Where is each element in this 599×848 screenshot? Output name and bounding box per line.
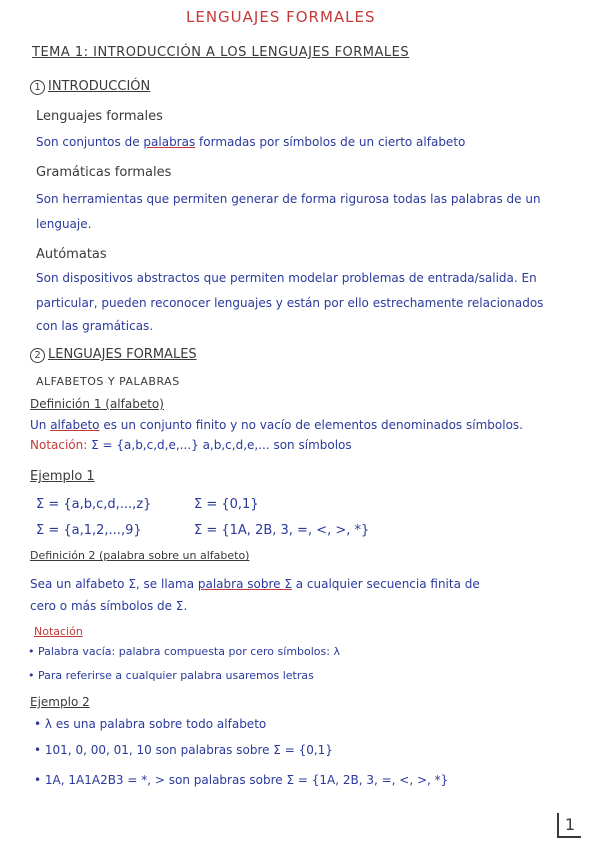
text-part: Un [30,418,51,432]
bullet-icon: • [34,743,42,757]
notation-item [28,646,340,657]
gf-heading: Gramáticas formales [36,165,172,180]
text-part: Son conjuntos de [36,135,144,149]
tema-heading: TEMA 1: INTRODUCCIÓN A LOS LENGUAJES FORMALES [32,45,410,60]
highlight-term: palabra sobre Σ [197,577,292,591]
notation-set: Σ = {a,b,c,d,e,...} [91,438,199,452]
gf-text-1: Son herramientas que permiten generar de forma rigurosa todas las palabras de un [36,192,541,206]
gf-text-2: lenguaje. [36,217,92,231]
lf-heading: Lenguajes formales [36,109,163,124]
section-2-subheading: ALFABETOS Y PALABRAS [36,375,180,388]
example-1-item: Σ = {1A, 2B, 3, =, <, >, *} [194,523,370,538]
bullet-icon: • [28,669,35,682]
example-2-item-text: 1A, 1A1A2B3 = *, > son palabras sobre Σ = {1A, 2B, 3, =, <, >, *} [44,773,449,787]
section-title: INTRODUCCIÓN [48,79,151,94]
section-2-heading [30,348,197,363]
definition-2-text-2: cero o más símbolos de Σ. [30,599,188,613]
notation-item-text: Para referirse a cualquier palabra usaremos letras [38,669,314,682]
au-text-1: Son dispositivos abstractos que permiten modelar problemas de entrada/salida. En [36,271,537,285]
notation-note: a,b,c,d,e,... son símbolos [198,438,352,452]
lf-text [36,136,465,148]
notation-item [28,670,314,681]
text-part: formadas por símbolos de un cierto alfabeto [195,135,466,149]
section-title: LENGUAJES FORMALES [48,347,197,362]
example-1-item: Σ = {0,1} [194,497,259,512]
au-text-2: particular, pueden reconocer lenguajes y están por ello estrechamente relacionados [36,296,544,310]
notation-label: Notación: [30,438,92,452]
bullet-icon: • [28,645,35,658]
text-part: es un conjunto finito y no vacío de elementos denominados símbolos. [99,418,523,432]
text-part: Sea un alfabeto Σ, se llama [30,577,198,591]
section-1-heading [30,80,150,95]
section-number: 1 [30,80,45,95]
example-2-item [34,774,448,786]
highlight-term: alfabeto [50,418,100,432]
section-number: 2 [30,348,45,363]
notation-item-text: Palabra vacía: palabra compuesta por cero símbolos: λ [38,645,340,658]
example-2-item-text: λ es una palabra sobre todo alfabeto [44,717,267,731]
notation-1 [30,439,352,451]
example-2-heading: Ejemplo 2 [30,695,90,709]
example-1-item: Σ = {a,1,2,...,9} [36,523,142,538]
example-2-item [34,744,333,756]
text-part: a cualquier secuencia finita de [291,577,480,591]
example-2-item [34,718,266,730]
bullet-icon: • [34,773,42,787]
page-number: 1 [557,813,581,838]
au-heading: Autómatas [36,247,107,262]
definition-1-heading: Definición 1 (alfabeto) [30,397,164,411]
au-text-3: con las gramáticas. [36,319,154,333]
doc-title: LENGUAJES FORMALES [186,8,376,26]
bullet-icon: • [34,717,42,731]
definition-2-heading: Definición 2 (palabra sobre un alfabeto) [30,549,250,562]
definition-1-text [30,419,523,431]
example-1-heading: Ejemplo 1 [30,469,95,484]
highlight-term: palabras [143,135,196,149]
example-1-item: Σ = {a,b,c,d,...,z} [36,497,152,512]
example-2-item-text: 101, 0, 00, 01, 10 son palabras sobre Σ = {0,1} [44,743,333,757]
definition-2-text-1 [30,578,480,590]
notation-heading: Notación [34,625,83,638]
